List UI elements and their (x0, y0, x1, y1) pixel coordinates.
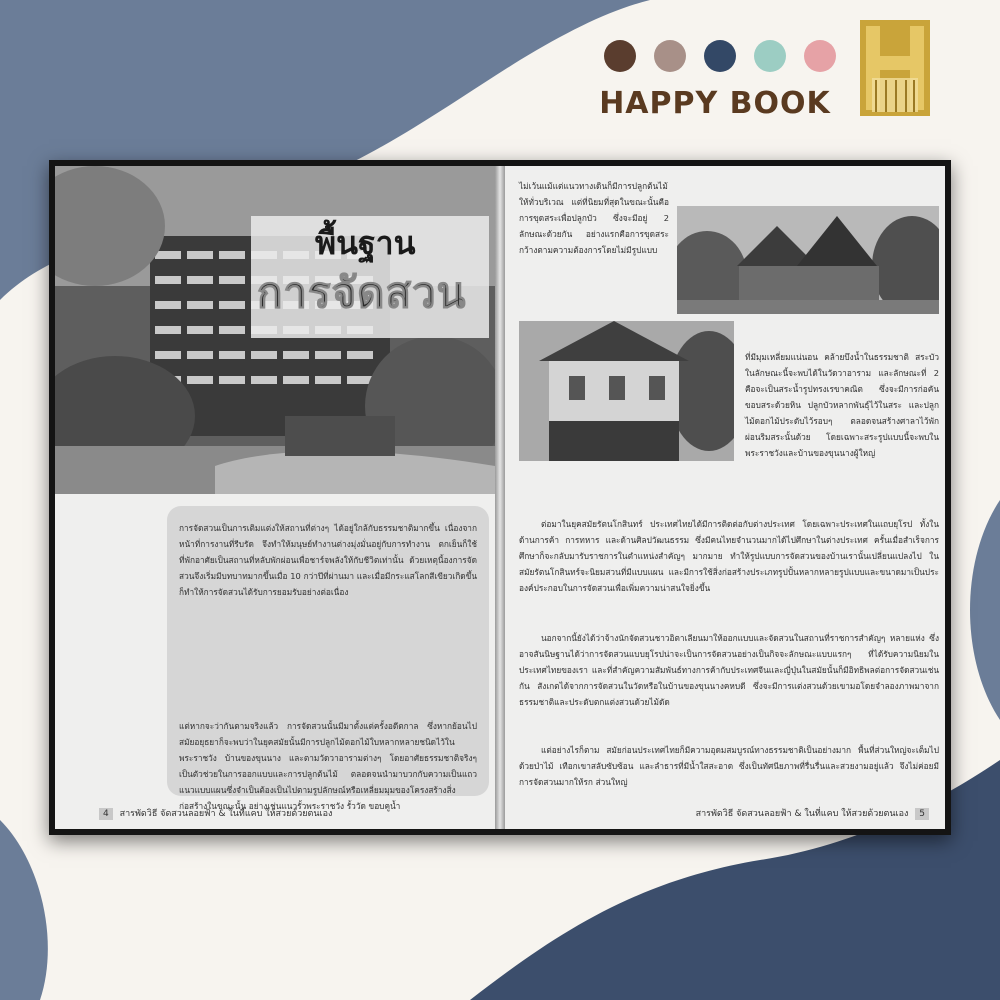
pavilion-photo (519, 321, 734, 461)
brand-header (590, 40, 850, 130)
brand-name: HAPPY BOOK (599, 86, 831, 121)
title-line-2: การจัดสวน (257, 268, 467, 317)
color-dot (654, 40, 686, 72)
color-dot (704, 40, 736, 72)
body-paragraph: ต่อมาในยุคสมัยรัตนโกสินทร์ ประเทศไทยได้มีการติดต่อกับต่างประเทศ โดยเฉพาะประเทศในแถบยุโรป ทั้งในด้านการค้า การทหาร และด้านศิลปวัฒนธรรม ซึ่งมีคนไทยจำนวนมากได้ไปศึกษาในต่างประเทศ ครั้นเมื่อสำเร็จการศึกษาก็จะกลับมารับราชการในตำแหน่งสำคัญๆ มากมาย ทำให้รูปแบบการจัดสวนของบ้านเรานั้นเปลี่ยนแปลงไป ในสมัยรัตนโกสินทร์จะนิยมสวนที่มีแบบแผน และมีการใช้สิ่งก่อสร้างประเภทรูปปั้นหลากหลายรูปแบบและขนาดมาเป็นประองค์ประกอบในการจัดสวนเพื่อเพิ่มความน่าสนใจยิ่งขึ้น (519, 519, 939, 593)
body-paragraph: การจัดสวนเป็นการเติมแต่งให้สถานที่ต่างๆ ได้อยู่ใกล้กับธรรมชาติมากขึ้น เนื่องจากหน้าที่การงานที่รีบรัด จึงทำให้มนุษย์ทำงานต่างมุ่งมั่นอยู่กับการทำงาน ตกเย็นก็ใช้ที่พักอาศัยเป็นสถานที่หลับพักผ่อนเพื่อชาร์จพลังให้กับชีวิตเท่านั้น ด้วยเหตุนี้องการจัดสวนจึงเริ่มมีบทบาทมากขึ้นเมื่อ 10 กว่าปีที่ผ่านมา และเมื่อมีกระแสโลกสีเขียวเกิดขึ้น ก็ทำให้การจัดสวนได้รับการยอมรับอย่างต่อเนื่อง (179, 523, 477, 597)
page-number: 4 (99, 808, 113, 820)
color-dot (754, 40, 786, 72)
title-line-1: พื้นฐาน (315, 224, 416, 262)
body-paragraph: แต่หากจะว่ากันตามจริงแล้ว การจัดสวนนั้นมีมาตั้งแต่ครั้งอดีตกาล ซึ่งหากย้อนไปสมัยอยุธยาก็จะพบว่าในยุคสมัยนั้นมีการปลูกไม้ดอกไม้ใบหลากหลายชนิดไว้ในพระราชวัง บ้านของขุนนาง และตามวัดวาอารามต่างๆ โดยอาศัยธรรมชาติจริงๆ เป็นตัวช่วยในการออกแบบและการปลูกต้นไม้ ตลอดจนนำมาบวกกับความเป็นแถวแนวแบบแผนซึ่งจำเป็นต้องเป็นไปตามรูปลักษณ์หรือเหลี่ยมมุมของโครงสร้างสิ่งก่อสร้างในขณะนั้น อย่างเช่นแนวรั้วพระราชวัง รั้ววัด ขอบคูน้ำ (179, 721, 477, 811)
page-footer (95, 806, 332, 820)
footer-title: สารพัดวิธี จัดสวนลอยฟ้า & ในที่แคบ ให้สวยด้วยตนเอง (695, 809, 909, 819)
footer-title: สารพัดวิธี จัดสวนลอยฟ้า & ในที่แคบ ให้สวยด้วยตนเอง (119, 809, 333, 819)
color-dot (804, 40, 836, 72)
book-spine (495, 166, 505, 829)
thai-house-photo (677, 206, 939, 314)
brand-logo (858, 18, 932, 118)
color-dots (604, 40, 836, 72)
left-page (55, 166, 495, 829)
body-paragraph: นอกจากนี้ยังได้ว่าจ้างนักจัดสวนชาวอิตาเลียนมาให้ออกแบบและจัดสวนในสถานที่ราชการสำคัญๆ หลายแห่ง ซึ่งอาจสันนิษฐานได้ว่าการจัดสวนแบบยุโรปน่าจะเป็นการจัดสวนอย่างเป็นกิจจะลักษณะแบบแรกๆ ที่ได้รับความนิยมในประเทศไทยของเรา และที่สำคัญความสัมพันธ์ทางการค้ากับประเทศจีนและญี่ปุ่นในสมัยนั้นก็มีอิทธิพลต่อการจัดสวนเช่นกัน สังเกตได้จากการจัดสวนในวัดหรือในบ้านของขุนนางคหบดี ซึ่งจะมีการแต่งสวนด้วยเขามอโดยจำลองภาพมาจากธรรมชาติและประดับตกแต่งสวนด้วยไม้ดัด (519, 633, 939, 707)
chapter-title (251, 216, 489, 338)
body-paragraph: ที่มีมุมเหลี่ยมแน่นอน คล้ายบึงน้ำในธรรมชาติ สระบัวในลักษณะนี้จะพบได้ในวัดวาอาราม และลักษณะที่ 2 คือจะเป็นสระน้ำรูปทรงเรขาคณิต ซึ่งจะมีการก่อคันขอบสระด้วยหิน ปลูกบัวหลากพันธุ์ไว้ในสระ และปลูกไม้ดอกไม้ประดับไว้รอบๆ ตลอดจนสร้างศาลาไว้พักผ่อนริมสระนั้นด้วย โดยเฉพาะสระรูปแบบนี้จะพบในพระราชวังและบ้านของขุนนางผู้ใหญ่ (745, 352, 939, 458)
open-book (49, 160, 951, 835)
color-dot (604, 40, 636, 72)
body-paragraph: แต่อย่างไรก็ตาม สมัยก่อนประเทศไทยก็มีความอุดมสมบูรณ์ทางธรรมชาติเป็นอย่างมาก พื้นที่ส่วนใหญ่จะเต็มไปด้วยป่าไม้ เทือกเขาสลับซับซ้อน และลำธารที่มีน้ำใสสะอาด ซึ่งเป็นทัศนียภาพที่รื่นรื่นและสวยงามอยู่แล้ว จึงไม่ค่อยมีการจัดสวนมากให้รก ส่วนใหญ่ (519, 745, 939, 787)
page-number: 5 (915, 808, 929, 820)
body-paragraph: ไม่เว้นแม้แต่แนวทางเดินก็มีการปลูกต้นไม้ให้ทั่วบริเวณ แต่ที่นิยมที่สุดในขณะนั้นคือการขุดสระเพื่อปลูกบัว ซึ่งจะมีอยู่ 2 ลักษณะด้วยกัน อย่างแรกคือการขุดสระกว้างตามความต้องการโดยไม่มีรูปแบบ (519, 181, 669, 255)
page-footer (696, 806, 933, 820)
right-page (505, 166, 945, 829)
intro-text-box (167, 506, 489, 811)
